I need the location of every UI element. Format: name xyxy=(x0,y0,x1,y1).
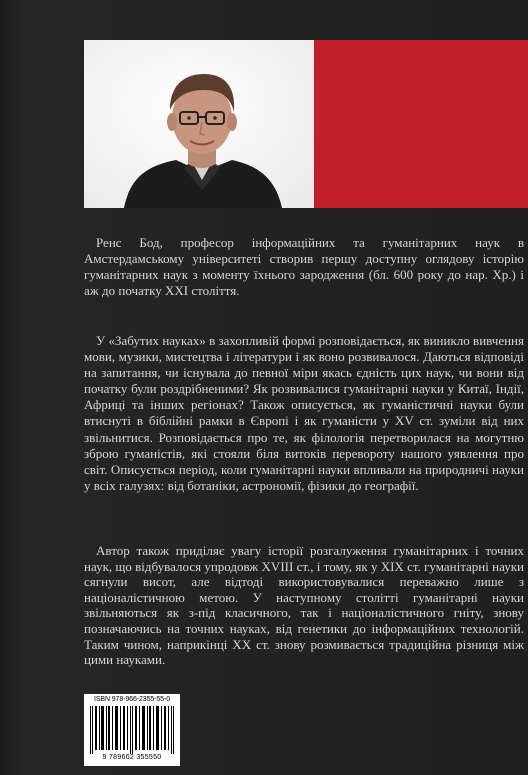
isbn-barcode-block xyxy=(84,694,180,766)
author-bio-paragraph: Ренс Бод, професор інформаційних та гуманітарних наук в Амстердамському університеті створив першу доступну оглядову історію гуманітарних наук з моменту їхнього зародження (бл. 600 року до нар. Хр.) і аж до початку XXI століття. xyxy=(84,235,524,299)
barcode-digits: 9 789662 355550 xyxy=(102,754,162,761)
isbn-label: ISBN 978-966-2355-55-0 xyxy=(93,696,171,703)
author-photo xyxy=(84,40,314,208)
barcode-icon xyxy=(88,706,176,754)
author-photo-banner xyxy=(84,40,528,208)
book-summary-paragraph: У «Забутих науках» в захопливій формі розповідається, як виникло вивчення мови, музики, мистецтва і літератури і як воно розвивалося. Даються відповіді на запитання, чи існувала до певної міри якась єдність цих наук, чи вони від початку були роздрібненими? Як розвивалися гуманітарні науки у Китаї, Індії, Африці та інших регіонах? Також описується, як гуманістичні науки були втиснуті в біблійні рамки в Європі і як гуманісти у XV ст. зуміли від них звільнитися. Розповідається про те, як філологія перетворилася на могутню зброю гуманістів, які стояли біля витоків перевороту нашого уявлення про світ. Описується період, коли гуманітарні науки впливали на природничі науки у всіх галузях: від ботаніки, астрономії, фізики до географії. xyxy=(84,333,524,493)
book-scope-paragraph: Автор також приділяє увагу історії розгалуження гуманітарних і точних наук, що відбувалося упродовж XVIII ст., і тому, як у XIX ст. гуманітарні науки сягнули висот, але відтоді використовувалися переважно лише з націоналістичною метою. У наступному столітті гуманітарні науки звільняються як з-під класичного, так і націоналістичного гніту, знову позначаючись на точних науках, від генетики до інформаційних технологій. Таким чином, наприкінці XX ст. знову розмивається традиційна різниця між цими науками. xyxy=(84,543,524,668)
